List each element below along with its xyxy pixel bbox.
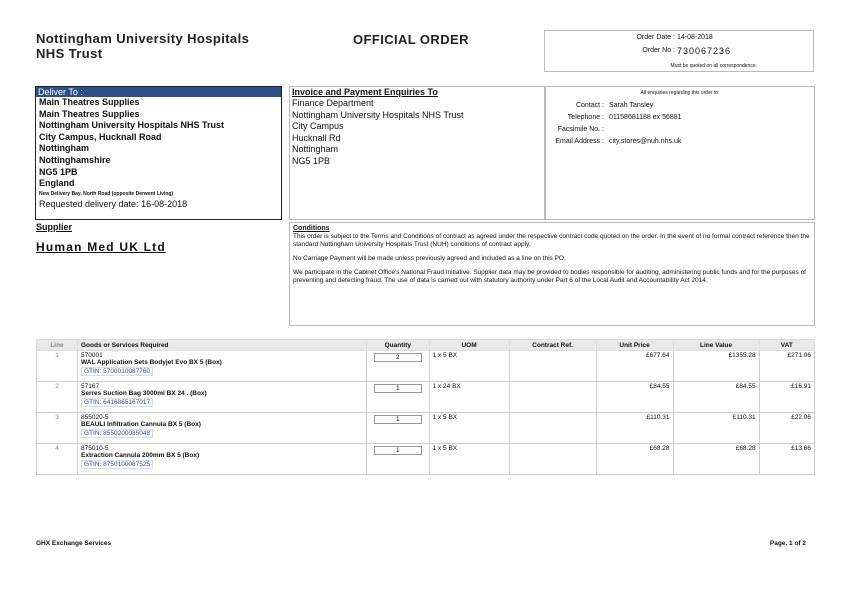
quantity-value: 1 bbox=[374, 384, 422, 393]
product-code: 855020-5 bbox=[81, 414, 109, 421]
table-header-row bbox=[37, 340, 815, 351]
goods-cell bbox=[78, 413, 367, 444]
conditions-title: Conditions bbox=[293, 225, 330, 232]
table-row bbox=[37, 351, 815, 382]
contact-box bbox=[545, 86, 815, 220]
quote-note: Must be quoted on all correspondence. bbox=[670, 63, 757, 69]
goods-cell bbox=[78, 382, 367, 413]
order-number: 730067236 bbox=[677, 46, 732, 56]
invoice-line: City Campus bbox=[292, 121, 344, 131]
line-number: 4 bbox=[37, 444, 78, 475]
requested-delivery-date: Requested delivery date: 16-08-2018 bbox=[39, 198, 188, 209]
uom-value: 1 x 24 BX bbox=[429, 382, 509, 413]
product-description: BEAULI Infiltration Cannula BX 5 (Box) bbox=[81, 421, 201, 428]
header-uom: UOM bbox=[429, 340, 509, 351]
contract-ref-value bbox=[509, 351, 596, 382]
conditions-paragraph: This order is subject to the Terms and Conditions of contract as agreed under the respective contract code quoted on the order. In the event of no formal contract reference then the standard Nottingham University Hospitals Trust (NUH) conditions of contract apply. bbox=[293, 233, 810, 248]
email-value: city.stores@nuh.nhs.uk bbox=[609, 138, 682, 145]
vat-value: £22.06 bbox=[759, 413, 814, 444]
goods-cell bbox=[78, 351, 367, 382]
quantity-cell bbox=[367, 351, 430, 382]
product-gtin: GTIN: 8550200085048 bbox=[81, 429, 153, 438]
product-description: WAL Application Sets Bodyjet Evo BX 5 (Box) bbox=[81, 359, 222, 366]
unit-price-value: £677.64 bbox=[596, 351, 673, 382]
footer-provider: GHX Exchange Services bbox=[36, 540, 112, 547]
deliver-line: Nottingham bbox=[39, 143, 89, 154]
deliver-line: Nottinghamshire bbox=[39, 154, 111, 165]
telephone-value: 01158681188 ex 56881 bbox=[609, 114, 682, 121]
deliver-line: England bbox=[39, 178, 75, 189]
deliver-line: Nottingham University Hospitals NHS Trust bbox=[39, 120, 225, 131]
conditions-paragraph: No Carriage Payment will be made unless previously agreed and included as a line on this PO. bbox=[293, 255, 566, 262]
header-line: Line bbox=[37, 340, 78, 351]
product-gtin: GTIN: 6416865167017 bbox=[81, 398, 153, 407]
order-date-label: Order Date : bbox=[636, 34, 675, 41]
quantity-cell bbox=[367, 444, 430, 475]
header-unit-price: Unit Price bbox=[596, 340, 673, 351]
product-description: Extraction Cannula 200mm BX 5 (Box) bbox=[81, 452, 200, 459]
fax-label: Facsimile No. : bbox=[557, 126, 604, 133]
invoice-line: NG5 1PB bbox=[292, 155, 331, 166]
conditions-paragraph: We participate in the Cabinet Office's National Fraud Initiative. Supplier data may be provided to bodies responsible for auditing, administering public funds and for the purposes of preventing and detecting fraud. The use of data is carried out with statutory authority under Part 6 of the Local Audit and Accountability Act 2014. bbox=[293, 269, 806, 284]
table-row bbox=[37, 413, 815, 444]
conditions-box bbox=[289, 222, 815, 326]
line-value-value: £84.55 bbox=[673, 382, 759, 413]
order-lines-table bbox=[36, 339, 815, 475]
supplier-label: Supplier bbox=[36, 222, 73, 232]
table-row bbox=[37, 382, 815, 413]
unit-price-value: £68.28 bbox=[596, 444, 673, 475]
goods-cell bbox=[78, 444, 367, 475]
order-date: 14-08-2018 bbox=[677, 34, 713, 41]
product-code: 875010-5 bbox=[81, 445, 109, 452]
quantity-cell bbox=[367, 382, 430, 413]
organisation-name-line1: Nottingham University Hospitals bbox=[36, 31, 250, 46]
line-number: 3 bbox=[37, 413, 78, 444]
order-info-box bbox=[544, 30, 814, 72]
header-quantity: Quantity bbox=[367, 340, 430, 351]
organisation-name bbox=[36, 31, 249, 61]
line-value-value: £1355.28 bbox=[673, 351, 759, 382]
contact-name: Sarah Tansley bbox=[609, 102, 654, 109]
product-code: 570001 bbox=[81, 352, 103, 359]
deliver-line: Main Theatres Supplies bbox=[39, 108, 140, 119]
invoice-line: Hucknall Rd bbox=[292, 132, 341, 143]
header-vat: VAT bbox=[759, 340, 814, 351]
product-gtin: GTIN: 8750100087525 bbox=[81, 460, 153, 469]
unit-price-value: £110.31 bbox=[596, 413, 673, 444]
deliver-to-title: Deliver To : bbox=[36, 87, 281, 97]
line-number: 1 bbox=[37, 351, 78, 382]
table-row bbox=[37, 444, 815, 475]
header-line-value: Line Value bbox=[673, 340, 759, 351]
deliver-line: City Campus, Hucknall Road bbox=[39, 131, 162, 142]
invoice-line: Finance Department bbox=[292, 98, 374, 108]
uom-value: 1 x 5 BX bbox=[429, 413, 509, 444]
product-code: 57167 bbox=[81, 383, 100, 390]
email-label: Email Address : bbox=[555, 138, 604, 145]
page-number: Page. 1 of 2 bbox=[769, 540, 806, 547]
organisation-name-line2: NHS Trust bbox=[36, 46, 103, 61]
invoice-line: Nottingham University Hospitals NHS Trust bbox=[292, 109, 464, 120]
quantity-cell bbox=[367, 413, 430, 444]
delivery-note: New Delivery Bay, North Road (opposite Derwent Living) bbox=[39, 190, 174, 197]
contract-ref-value bbox=[509, 413, 596, 444]
invoice-enquiries-box bbox=[289, 86, 545, 220]
uom-value: 1 x 5 BX bbox=[429, 351, 509, 382]
telephone-label: Telephone : bbox=[567, 114, 604, 121]
header-contract-ref: Contract Ref. bbox=[509, 340, 596, 351]
line-number: 2 bbox=[37, 382, 78, 413]
deliver-line: Main Theatres Supplies bbox=[39, 97, 140, 107]
quantity-value: 1 bbox=[374, 446, 422, 455]
line-value-value: £68.28 bbox=[673, 444, 759, 475]
supplier-name: Human Med UK Ltd bbox=[36, 240, 166, 254]
product-description: Serres Suction Bag 3000ml BX 24 . (Box) bbox=[81, 390, 207, 397]
quantity-value: 1 bbox=[374, 415, 422, 424]
vat-value: £271.06 bbox=[759, 351, 814, 382]
vat-value: £16.91 bbox=[759, 382, 814, 413]
quantity-value: 2 bbox=[374, 353, 422, 362]
unit-price-value: £84.55 bbox=[596, 382, 673, 413]
contact-note: All enquiries regarding this order to: bbox=[640, 90, 720, 96]
invoice-title: Invoice and Payment Enquiries To bbox=[292, 87, 438, 97]
order-number-label: Order No : bbox=[642, 47, 675, 54]
line-value-value: £110.31 bbox=[673, 413, 759, 444]
product-gtin: GTIN: 5700010087760 bbox=[81, 367, 153, 376]
deliver-to-box bbox=[35, 86, 282, 220]
vat-value: £13.66 bbox=[759, 444, 814, 475]
header-goods: Goods or Services Required bbox=[78, 340, 367, 351]
contract-ref-value bbox=[509, 444, 596, 475]
contract-ref-value bbox=[509, 382, 596, 413]
contact-label: Contact : bbox=[575, 102, 604, 109]
deliver-line: NG5 1PB bbox=[39, 166, 78, 177]
invoice-line: Nottingham bbox=[292, 144, 339, 154]
uom-value: 1 x 5 BX bbox=[429, 444, 509, 475]
document-type: OFFICIAL ORDER bbox=[353, 32, 469, 47]
